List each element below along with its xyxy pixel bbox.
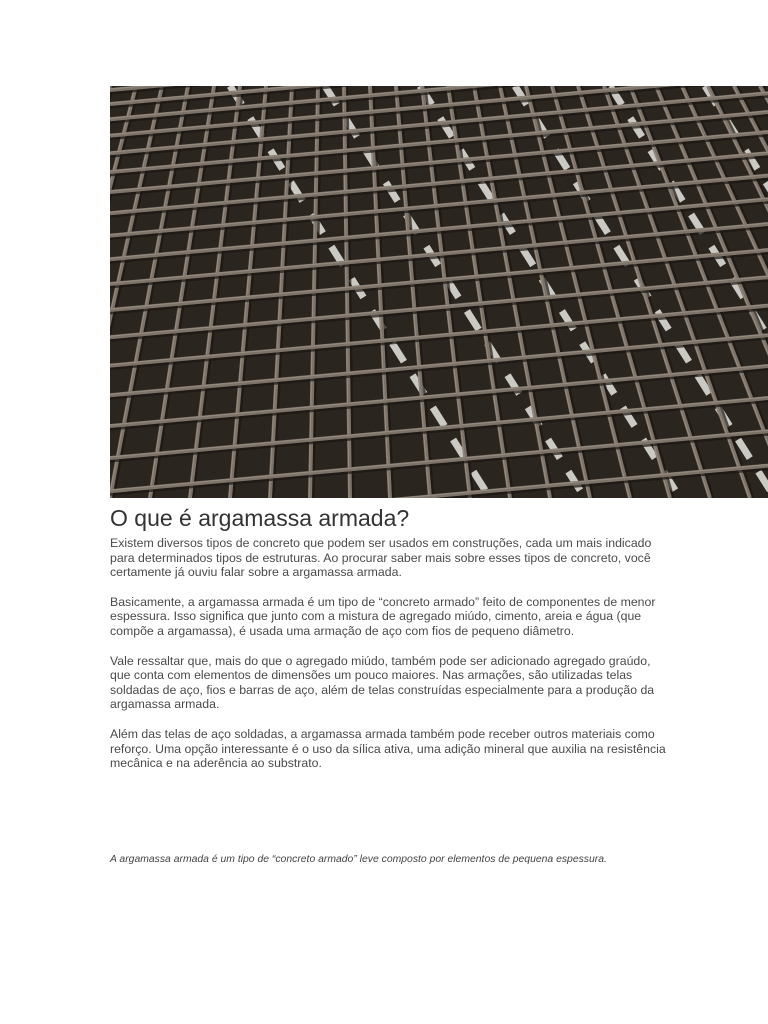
article-title: O que é argamassa armada? <box>110 505 410 531</box>
paragraph-1: Existem diversos tipos de concreto que podem ser usados em construções, cada um mais indicado para determinados tipos de estruturas. Ao procurar saber mais sobre esses tipos de concreto, você certamente já ouviu falar sobre a argamassa armada. <box>110 536 652 580</box>
article-body <box>110 536 670 786</box>
paragraph-3: Vale ressaltar que, mais do que o agregado miúdo, também pode ser adicionado agregado graúdo, que conta com elementos de dimensões um pouco maiores. Nas armações, são utilizadas telas soldadas de aço, fios e barras de aço, além de telas construídas especialmente para a produção da argamassa armada. <box>110 653 655 712</box>
paragraph-2: Basicamente, a argamassa armada é um tipo de “concreto armado” feito de componentes de menor espessura. Isso significa que junto com a mistura de agregado miúdo, cimento, areia e água (que compõe a argamassa), é usada uma armação de aço com fios de pequeno diâmetro. <box>110 594 656 638</box>
image-caption: A argamassa armada é um tipo de “concreto armado” leve composto por elementos de pequena espessura. <box>110 854 607 865</box>
rebar-mesh-image <box>110 86 768 498</box>
rebar-mesh-photo <box>110 86 768 498</box>
paragraph-4: Além das telas de aço soldadas, a argamassa armada também pode receber outros materiais como reforço. Uma opção interessante é o uso da sílica ativa, uma adição mineral que auxilia na resistência mecânica e na aderência ao substrato. <box>110 726 666 771</box>
